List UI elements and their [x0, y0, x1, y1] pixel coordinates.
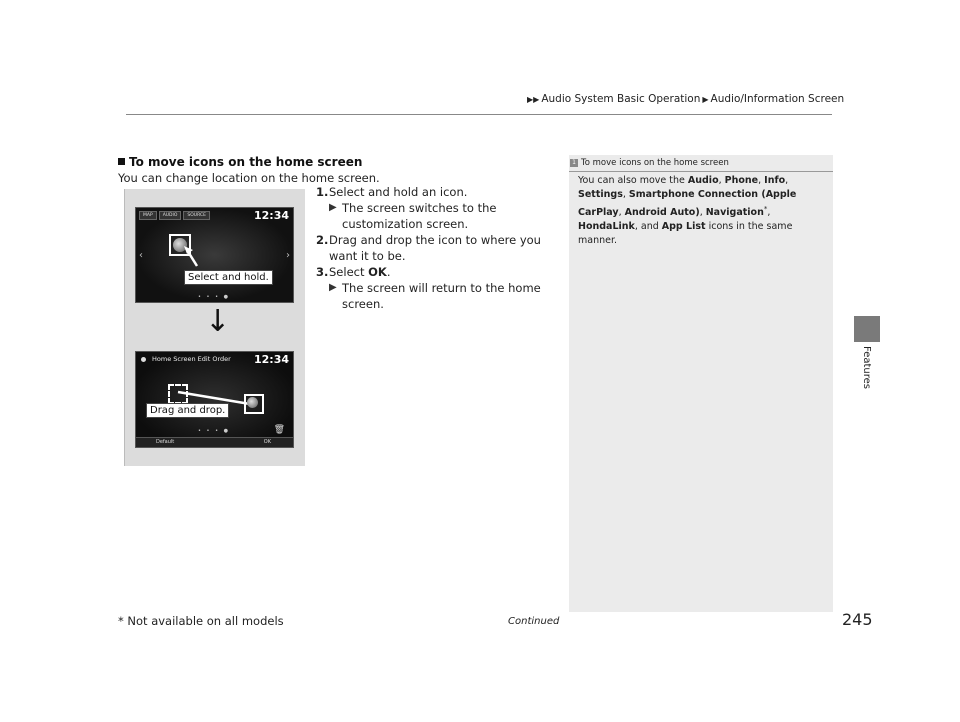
note-keyword: HondaLink — [578, 221, 635, 233]
result-text: The screen switches to the customization screen. — [342, 201, 497, 231]
note-text: icons in the same manner. — [578, 221, 793, 247]
step-number: 2. — [316, 233, 329, 247]
trash-icon: 🗑 — [273, 425, 285, 435]
note-text: * — [763, 205, 768, 213]
result-arrow-icon: ▶ — [329, 282, 337, 293]
section-bullet-icon — [118, 158, 125, 165]
home-dot-icon — [141, 357, 146, 362]
note-text: , — [718, 175, 725, 186]
screen-clock: 12:34 — [253, 209, 289, 222]
step-text: Drag and drop the icon to where you want it to be. — [329, 233, 541, 263]
page-dots-icon: • • • ● — [198, 428, 230, 434]
chevron-left-icon: ‹ — [139, 250, 143, 261]
note-text: , — [699, 207, 706, 219]
screen-clock: 12:34 — [253, 353, 289, 366]
page-dots-icon: • • • ● — [198, 294, 230, 300]
note-text: , — [758, 175, 765, 186]
breadcrumb — [525, 93, 844, 105]
note-keyword: Android Auto) — [624, 207, 700, 219]
step-1 — [316, 184, 556, 200]
note-keyword: Info — [764, 175, 786, 186]
note-text: , — [785, 175, 789, 186]
header-divider — [126, 114, 832, 115]
steps-list — [316, 184, 556, 312]
step-text-prefix: Select — [329, 265, 369, 279]
note-keyword: Smartphone Connection (Apple CarPlay — [578, 189, 797, 219]
source-tab: SOURCE — [183, 211, 210, 220]
side-note-panel — [569, 155, 833, 612]
note-text: , and — [634, 221, 662, 233]
edit-order-screen-illustration — [135, 351, 294, 448]
arrow-down-icon: ↓ — [205, 304, 231, 339]
chapter-tab-label — [847, 346, 887, 396]
map-tab: MAP — [139, 211, 157, 220]
chevron-right-icon: › — [286, 250, 290, 261]
screen-tab-bar — [139, 211, 210, 220]
note-text: , — [618, 207, 625, 219]
note-header — [569, 155, 833, 172]
section-title — [118, 155, 362, 169]
default-button: Default — [156, 439, 175, 445]
step-number: 1. — [316, 185, 329, 199]
audio-tab: AUDIO — [159, 211, 182, 220]
result-text: The screen will return to the home screen. — [342, 281, 541, 311]
chapter-tab-marker — [854, 316, 880, 342]
reference-icon: 1 — [570, 159, 578, 167]
page-number: 245 — [842, 610, 873, 629]
continued-label: Continued — [508, 616, 560, 627]
home-screen-illustration — [135, 207, 294, 303]
note-keyword: Navigation — [705, 207, 764, 219]
step-1-result — [329, 200, 556, 232]
note-keyword: App List — [661, 221, 706, 233]
note-keyword: Settings — [578, 189, 623, 200]
breadcrumb-item-1[interactable]: Audio System Basic Operation — [541, 93, 701, 105]
app-icon — [247, 397, 258, 408]
step-3 — [316, 264, 556, 280]
section-title-text: To move icons on the home screen — [129, 155, 363, 169]
note-body — [578, 174, 828, 248]
ok-button: OK — [263, 439, 271, 445]
double-chevron-icon: ▶▶ — [527, 94, 540, 104]
note-keyword: Phone — [724, 175, 759, 186]
note-text: , — [767, 207, 771, 219]
section-intro: You can change location on the home screen. — [118, 171, 380, 185]
chevron-right-icon: ▶ — [702, 94, 709, 104]
footnote: * Not available on all models — [118, 614, 284, 628]
drag-drop-callout: Drag and drop. — [146, 403, 229, 418]
pointer-icon — [184, 246, 200, 268]
step-number: 3. — [316, 265, 329, 279]
breadcrumb-item-2[interactable]: Audio/Information Screen — [710, 93, 845, 105]
chapter-label-text: Features — [861, 346, 872, 389]
step-text-suffix: . — [386, 265, 391, 279]
step-3-result — [329, 280, 556, 312]
edit-bottom-bar — [136, 437, 293, 447]
step-2 — [316, 232, 556, 264]
result-arrow-icon: ▶ — [329, 202, 337, 213]
ok-label: OK — [368, 265, 387, 279]
select-hold-callout: Select and hold. — [184, 270, 273, 285]
note-text: , — [622, 189, 629, 200]
step-text: Select and hold an icon. — [329, 185, 468, 199]
note-header-text: To move icons on the home screen — [581, 158, 729, 168]
edit-screen-title: Home Screen Edit Order — [152, 355, 231, 363]
note-keyword: Audio — [687, 175, 719, 186]
note-text: You can also move the — [578, 175, 688, 186]
illustration-panel — [124, 189, 305, 466]
